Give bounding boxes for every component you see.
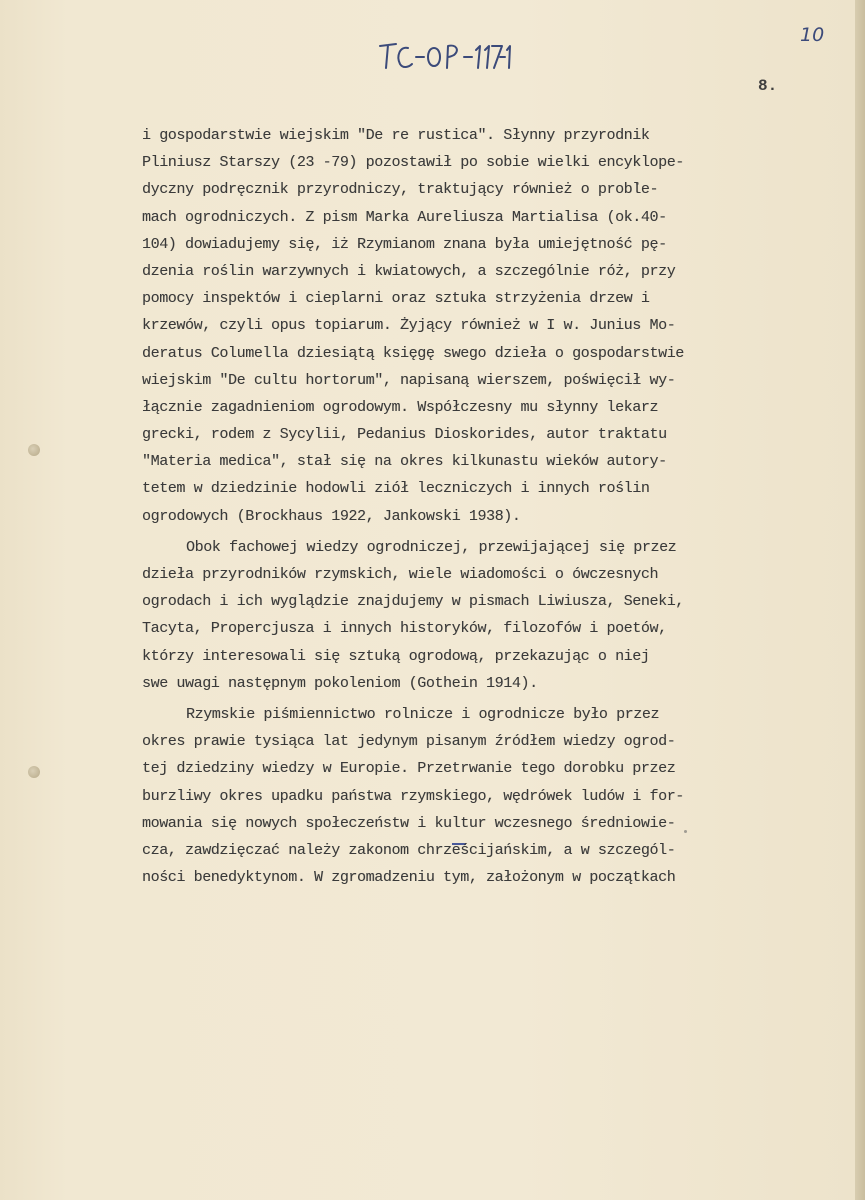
text-line: ności benedyktynom. W zgromadzeniu tym, założonym w początkach <box>142 869 676 887</box>
text-line: Pliniusz Starszy (23 -79) pozostawił po sobie wielki encyklope- <box>142 154 684 172</box>
text-line: mach ogrodniczych. Z pism Marka Aureliusza Martialisa (ok.40- <box>142 208 667 226</box>
handwritten-signature <box>374 36 514 76</box>
text-line: ogrodach i ich wyglądzie znajdujemy w pismach Liwiusza, Seneki, <box>142 593 684 611</box>
text-line: tej dziedziny wiedzy w Europie. Przetrwanie tego dorobku przez <box>142 760 676 778</box>
text-line: ogrodowych (Brockhaus 1922, Jankowski 1938). <box>142 507 521 525</box>
text-line: 104) dowiadujemy się, iż Rzymianom znana była umiejętność pę- <box>142 235 667 253</box>
text-line: krzewów, czyli opus topiarum. Żyjący również w I w. Junius Mo- <box>142 317 676 335</box>
text-line: dyczny podręcznik przyrodniczy, traktujący również o proble- <box>142 181 659 199</box>
text-line: deratus Columella dziesiątą księgę swego dzieła o gospodarstwie <box>142 344 684 362</box>
text-line: swe uwagi następnym pokoleniom (Gothein 1914). <box>142 674 538 692</box>
text-line: cza, zawdzięczać należy zakonom chrześcijańskim, a w szczegól- <box>142 841 676 859</box>
text-line: "Materia medica", stał się na okres kilkunastu wieków autory- <box>142 453 667 471</box>
text-line: tetem w dziedzinie hodowli ziół leczniczych i innych roślin <box>142 480 650 498</box>
text-line: dzieła przyrodników rzymskich, wiele wiadomości o ówczesnych <box>142 566 659 583</box>
text-line: Tacyta, Propercjusza i innych historyków, filozofów i poetów, <box>142 620 667 638</box>
text-line: dzenia roślin warzywnych i kwiatowych, a szczególnie róż, przy <box>142 262 676 280</box>
page-number: 8. <box>758 77 778 95</box>
text-line: okres prawie tysiąca lat jedynym pisanym źródłem wiedzy ogrod- <box>142 733 676 751</box>
text-line: i gospodarstwie wiejskim "De re rustica". Słynny przyrodnik <box>142 127 650 144</box>
text-line: burzliwy okres upadku państwa rzymskiego, wędrówek ludów i for- <box>142 787 684 805</box>
text-line: mowania się nowych społeczeństw i kultur wczesnego średniowie- <box>142 814 676 832</box>
text-line: Rzymskie piśmiennictwo rolnicze i ogrodnicze było przez <box>186 705 660 723</box>
text-line: łącznie zagadnieniom ogrodowym. Współczesny mu słynny lekarz <box>142 398 659 416</box>
page-edge <box>855 0 865 1200</box>
text-line: grecki, rodem z Sycylii, Pedanius Dioskorides, autor traktatu <box>142 426 667 444</box>
text-line: pomocy inspektów i cieplarni oraz sztuka strzyżenia drzew i <box>142 290 650 308</box>
text-line: wiejskim "De cultu hortorum", napisaną wierszem, poświęcił wy- <box>142 371 676 389</box>
folio-number: 10 <box>800 24 825 46</box>
text-line: Obok fachowej wiedzy ogrodniczej, przewijającej się przez <box>186 538 677 556</box>
text-line: którzy interesowali się sztuką ogrodową, przekazując o niej <box>142 647 650 665</box>
punch-hole-lower <box>28 766 40 778</box>
typed-text-block <box>142 122 842 891</box>
punch-hole-upper <box>28 444 40 456</box>
